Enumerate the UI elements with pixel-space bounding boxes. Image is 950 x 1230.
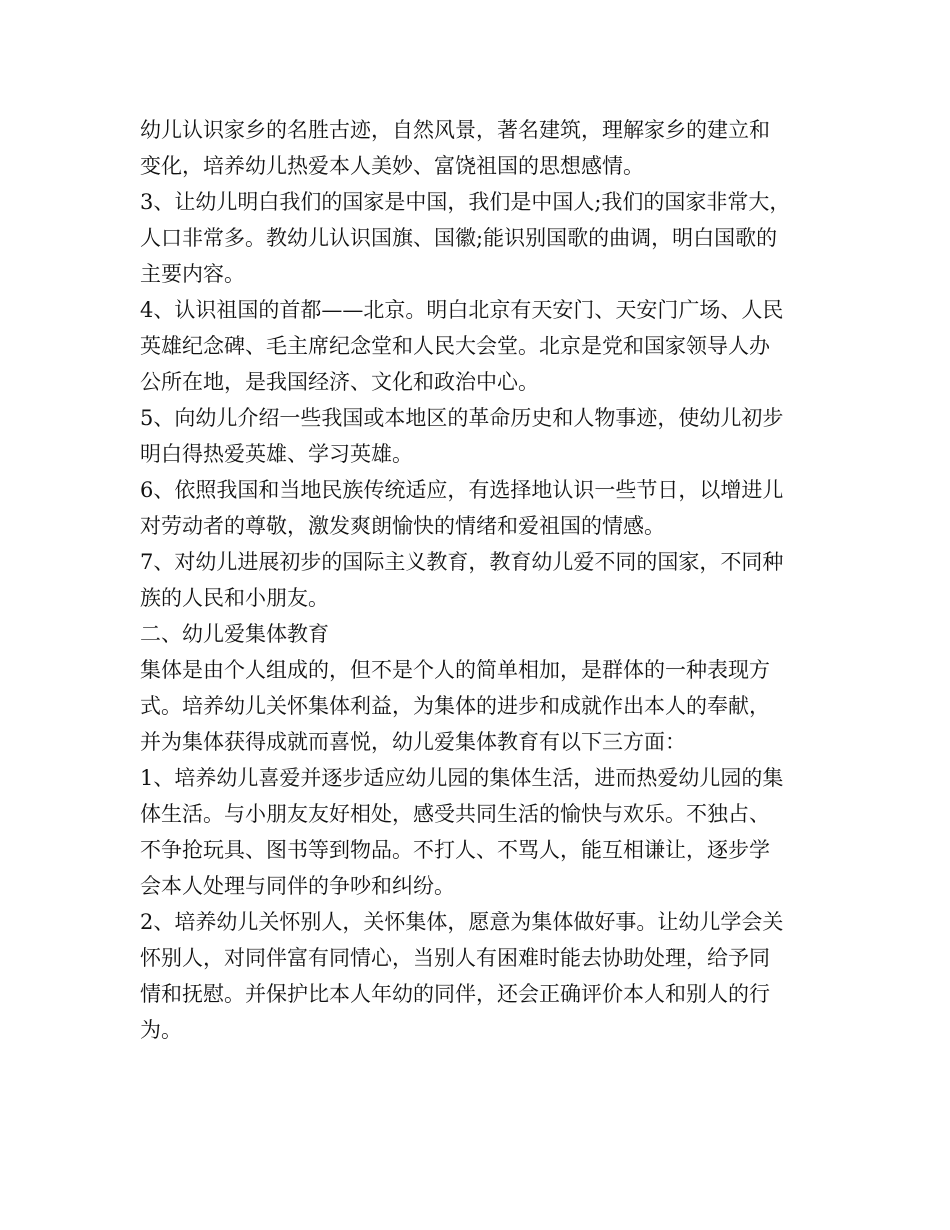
text-line: 为。 xyxy=(140,1018,182,1042)
text-line: 集体是由个人组成的，但不是个人的简单相加，是群体的一种表现方 xyxy=(140,658,770,682)
text-line: 6、依照我国和当地民族传统适应，有选择地认识一些节日，以增进儿 xyxy=(140,478,784,502)
text-line: 怀别人，对同伴富有同情心，当别人有困难时能去协助处理，给予同 xyxy=(140,946,770,970)
text-line: 幼儿认识家乡的名胜古迹，自然风景，著名建筑，理解家乡的建立和 xyxy=(140,118,770,142)
text-line: 式。培养幼儿关怀集体利益，为集体的进步和成就作出本人的奉献， xyxy=(140,694,770,718)
text-line: 7、对幼儿进展初步的国际主义教育，教育幼儿爱不同的国家，不同种 xyxy=(140,550,784,574)
section-heading: 二、幼儿爱集体教育 xyxy=(140,622,329,646)
text-line: 2、培养幼儿关怀别人，关怀集体，愿意为集体做好事。让幼儿学会关 xyxy=(140,910,784,934)
text-line: 主要内容。 xyxy=(140,262,245,286)
document-body xyxy=(140,112,830,1048)
text-line: 公所在地，是我国经济、文化和政治中心。 xyxy=(140,370,539,394)
text-line: 并为集体获得成就而喜悦，幼儿爱集体教育有以下三方面： xyxy=(140,730,686,754)
text-line: 明白得热爱英雄、学习英雄。 xyxy=(140,442,413,466)
text-line: 3、让幼儿明白我们的国家是中国，我们是中国人;我们的国家非常大， xyxy=(140,190,791,214)
text-line: 变化，培养幼儿热爱本人美妙、富饶祖国的思想感情。 xyxy=(140,154,644,178)
text-line: 4、认识祖国的首都——北京。明白北京有天安门、天安门广场、人民 xyxy=(140,298,784,322)
text-line: 1、培养幼儿喜爱并逐步适应幼儿园的集体生活，进而热爱幼儿园的集 xyxy=(140,766,784,790)
text-line: 族的人民和小朋友。 xyxy=(140,586,329,610)
text-line: 5、向幼儿介绍一些我国或本地区的革命历史和人物事迹，使幼儿初步 xyxy=(140,406,784,430)
text-line: 体生活。与小朋友友好相处，感受共同生活的愉快与欢乐。不独占、 xyxy=(140,802,770,826)
text-line: 会本人处理与同伴的争吵和纠纷。 xyxy=(140,874,455,898)
text-line: 对劳动者的尊敬，激发爽朗愉快的情绪和爱祖国的情感。 xyxy=(140,514,665,538)
text-line: 不争抢玩具、图书等到物品。不打人、不骂人，能互相谦让，逐步学 xyxy=(140,838,770,862)
text-line: 英雄纪念碑、毛主席纪念堂和人民大会堂。北京是党和国家领导人办 xyxy=(140,334,770,358)
text-line: 人口非常多。教幼儿认识国旗、国徽;能识别国歌的曲调，明白国歌的 xyxy=(140,226,778,250)
text-line: 情和抚慰。并保护比本人年幼的同伴，还会正确评价本人和别人的行 xyxy=(140,982,770,1006)
